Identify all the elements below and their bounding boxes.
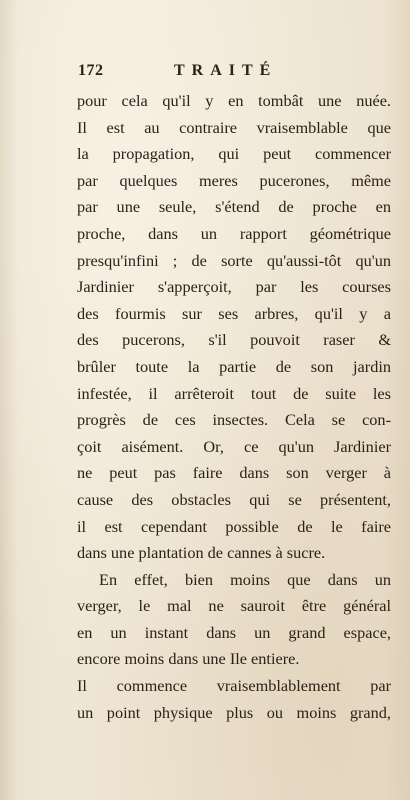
text-line: des pucerons, s'il pouvoit raser & bbox=[77, 330, 391, 350]
text-line: presqu'infini ; de sorte qu'aussi-tôt qu'un bbox=[77, 250, 391, 270]
text-line: progrès de ces insectes. Cela se con- bbox=[77, 410, 391, 430]
text-line: infestée, il arrêteroit tout de suite les bbox=[77, 383, 391, 403]
text-line: ne peut pas faire dans son verger à bbox=[77, 463, 391, 483]
text-line: la propagation, qui peut commencer bbox=[77, 144, 391, 164]
text-line: pour cela qu'il y en tombât une nuée. bbox=[77, 91, 391, 110]
text-line: brûler toute la partie de son jardin bbox=[77, 356, 391, 376]
text-line: cause des obstacles qui se présentent, bbox=[77, 489, 391, 509]
body-text bbox=[77, 88, 391, 726]
text-line: dans une plantation de cannes à sucre. bbox=[77, 543, 326, 563]
text-line: encore moins dans une Ile entiere. bbox=[77, 649, 300, 669]
page-number: 172 bbox=[78, 62, 104, 79]
text-line: par une seule, s'étend de proche en bbox=[77, 197, 391, 217]
text-line: un point physique plus ou moins grand, bbox=[77, 702, 391, 722]
text-line: En effet, bien moins que dans un bbox=[99, 569, 391, 589]
page-header bbox=[78, 62, 390, 82]
running-head: TRAITÉ bbox=[174, 62, 278, 79]
text-line: verger, le mal ne sauroit être général bbox=[77, 596, 391, 616]
text-line: il est cependant possible de le faire bbox=[77, 516, 391, 536]
text-line: proche, dans un rapport géométrique bbox=[77, 223, 391, 243]
text-line: çoit aisément. Or, ce qu'un Jardinier bbox=[77, 436, 391, 456]
text-line: Jardinier s'apperçoit, par les courses bbox=[77, 277, 391, 297]
text-line: Il commence vraisemblablement par bbox=[77, 676, 391, 696]
text-line: des fourmis sur ses arbres, qu'il y a bbox=[77, 303, 391, 323]
text-line: par quelques meres pucerones, même bbox=[77, 170, 391, 190]
text-line: en un instant dans un grand espace, bbox=[77, 622, 391, 642]
text-line: Il est au contraire vraisemblable que bbox=[77, 117, 391, 137]
